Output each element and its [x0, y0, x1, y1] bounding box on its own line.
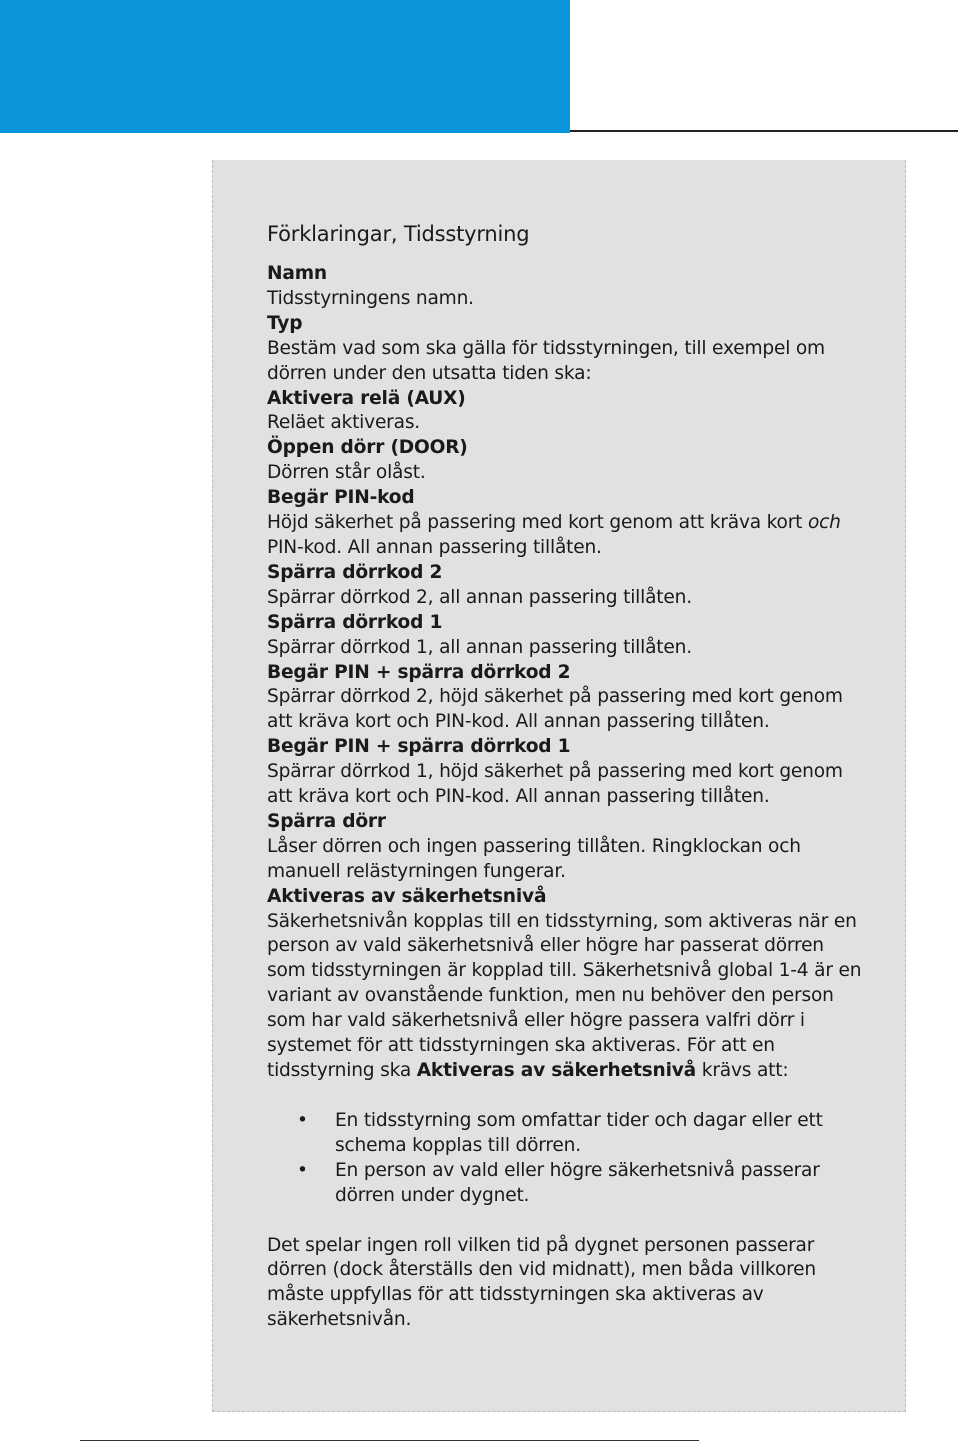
type-heading: Typ — [267, 312, 303, 334]
footer-rule — [80, 1440, 699, 1441]
closing-text: Det spelar ingen roll vilken tid på dygnet personen passerar dörren (dock återställs den vid midnatt), men båda villkoren måste uppfyllas för att tidsstyrningen ska aktiveras av säkerhetsnivån. — [267, 1234, 816, 1331]
pin-text-part2: PIN-kod. All annan passering tillåten. — [267, 536, 602, 558]
type-text: Bestäm vad som ska gälla för tidsstyrningen, till exempel om dörren under den utsatta tiden ska: — [267, 337, 825, 384]
security-heading: Aktiveras av säkerhetsnivå — [267, 885, 547, 907]
name-text: Tidsstyrningens namn. — [267, 287, 474, 309]
lock-heading: Spärra dörr — [267, 810, 386, 832]
door-text: Dörren står olåst. — [267, 462, 426, 484]
block1-text: Spärrar dörrkod 1, all annan passering tillåten. — [267, 636, 692, 658]
pin-text-emphasis: och — [807, 512, 841, 534]
header-accent-bar — [0, 0, 570, 133]
header-rule — [570, 130, 958, 132]
aux-text: Reläet aktiveras. — [267, 412, 421, 434]
bullet-icon: • — [297, 1109, 308, 1131]
door-heading: Öppen dörr (DOOR) — [267, 437, 468, 459]
lock-text: Låser dörren och ingen passering tillåten. Ringklockan och manuell relästyrningen fungerar. — [267, 835, 801, 882]
security-text — [267, 910, 867, 1084]
name-heading: Namn — [267, 263, 327, 284]
list-item — [267, 1159, 867, 1209]
explanation-content — [267, 220, 867, 1333]
pin-text-part1: Höjd säkerhet på passering med kort genom att kräva kort — [267, 512, 803, 534]
security-text-part2: krävs att: — [701, 1060, 789, 1081]
pin-heading: Begär PIN-kod — [267, 487, 415, 509]
box-title: Förklaringar, Tidsstyrning — [267, 222, 530, 246]
block2-text: Spärrar dörrkod 2, all annan passering tillåten. — [267, 586, 692, 608]
security-text-part1: Säkerhetsnivån kopplas till en tidsstyrning, som aktiveras när en person av vald säkerhetsnivå eller högre har passerat dörren som tidsstyrningen är kopplad till. Säkerhetsnivå global 1-4 är en variant av ovanstående funktion, men nu behöver den person som har vald säkerhetsnivå eller högre passera valfri dörr i systemet för att tidsstyrningen ska aktiveras. För att en tidsstyrning ska — [267, 910, 862, 1081]
list-item — [267, 1109, 867, 1159]
pinblock1-text: Spärrar dörrkod 1, höjd säkerhet på passering med kort genom att kräva kort och PIN-kod. All annan passering tillåten. — [267, 761, 843, 808]
block2-heading: Spärra dörrkod 2 — [267, 561, 443, 583]
bullet-icon: • — [297, 1159, 308, 1181]
pinblock2-heading: Begär PIN + spärra dörrkod 2 — [267, 661, 571, 683]
block1-heading: Spärra dörrkod 1 — [267, 611, 443, 633]
pin-text — [267, 511, 867, 561]
pinblock2-text: Spärrar dörrkod 2, höjd säkerhet på passering med kort genom att kräva kort och PIN-kod. All annan passering tillåten. — [267, 686, 843, 733]
explanation-box — [212, 160, 906, 1412]
list-item-text: En tidsstyrning som omfattar tider och dagar eller ett schema kopplas till dörren. — [335, 1109, 823, 1156]
list-item-text: En person av vald eller högre säkerhetsnivå passerar dörren under dygnet. — [335, 1159, 820, 1206]
requirements-list — [267, 1109, 867, 1209]
aux-heading: Aktivera relä (AUX) — [267, 387, 466, 409]
pinblock1-heading: Begär PIN + spärra dörrkod 1 — [267, 736, 571, 758]
security-text-bold: Aktiveras av säkerhetsnivå — [416, 1060, 697, 1081]
